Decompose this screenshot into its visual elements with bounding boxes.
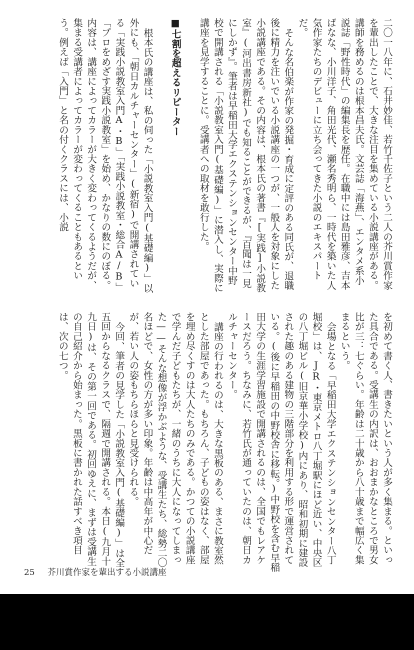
page-footer <box>24 566 167 578</box>
running-title: 芥川賞作家を輩出する小説講座 <box>47 568 167 578</box>
paragraph: 根本氏の講座は、私の伺った「小説教室入門(基礎編)」以外にも、「朝日カルチャーセンター」(新宿)で開講されている「実践小説教室入門A・B」「実践小説教室・総合A/B」「プロをめざす実践小説教室」を始め、かなりの数にのぼる。内容は、講座によってカラーが大きく変わってくるようだが、集まる受講者によってカラーが変わってくることもあるという。例えば「入門」と名の付くクラスには、小説 <box>57 18 153 293</box>
paragraph: 二〇一八年に、石井妙佳、若竹千佐子という二人の芥川賞作家を輩出したことで、大きな注目を集めている小説講座がある。講師を務めるのは根本昌夫氏。文芸誌「海燕」、エンタメ系小説誌「野性時代」の編集長を歴任。在職中には島田雅彦、吉本ばなな、小川洋子、角田光代、瀬名秀明ら、一時代を築いた人気作家たちのデビューに立ち会ってきた小説のエキスパートだ。 <box>296 18 392 291</box>
page-number: 25 <box>24 568 35 578</box>
upper-text-block <box>55 18 393 293</box>
paragraph: を初めて書く人、書きたいという人が多く集まる。といった具合である。受講生の内訳は、おおまかなところで男女比が三：七ぐらい。年齢は二十歳から八十歳まで幅広く集まるという。 <box>338 312 392 565</box>
lower-text-block <box>55 312 393 574</box>
paragraph: 今回、筆者の見学した「小説教室入門(基礎編)」は全五回からなるクラスで、隔週で開講される。本日(九月十九日)は、その第一回である。初回ゆえに、まずは受講生の自己紹介から始まった。黒板に書かれた話すべき項目は、次の七つ。 <box>56 312 125 568</box>
paragraph: そんな名伯楽が作家の発掘・育成に定評のある同氏が、退職後に精力を注いでいる小説講座の一つが、一般人を対象にした小説講座である。その内容は、根本氏の著書『[実践]小説教室』(河出書房新社)でも知ることができるが、『百聞は一見にしかず』。筆者は早稲田大学エクステンションセンター中野校で開講される「小説教室入門(基礎編)」に潜入し、実際に講座を見学することに。受講者への取材を敢行した。 <box>197 18 294 293</box>
paragraph: 講座の行われるのは、大きな黒板のある、まさに教室然とした部屋であった。もちろん、子どもの姿はなく、部屋を埋め尽くすのは大人たちのみである。かつての小説講座で学んだ子どもたちが、一緒のうちに大人になってしまった——そんな想像が浮かぶような、受講生たち、総勢二〇名ほどで、女性の方が多い印象。年齢は中高年が中心だが、若い人の姿もちらほらと見受けられる。 <box>127 312 223 568</box>
section-heading: ■七割を超えるリピーター <box>169 18 181 137</box>
paragraph: 会場となる「早稲田大学エクステンションセンター八丁堀校」は、JR・東京メトロ八丁堀駅にほど近い、中央区の八丁堀ビル(旧京華小学校)内にあり、昭和初期に建設された趣のある建物の三階部分を利用する形で運営されている。(後に早稲田の中野校舎に移転。)中野校を含む早稲田大学の生涯学習施設で開講されるのは、全国でもレアケースだろう。ちなみに、若竹氏が通っていたのは、朝日カルチャーセンター。 <box>225 312 336 573</box>
